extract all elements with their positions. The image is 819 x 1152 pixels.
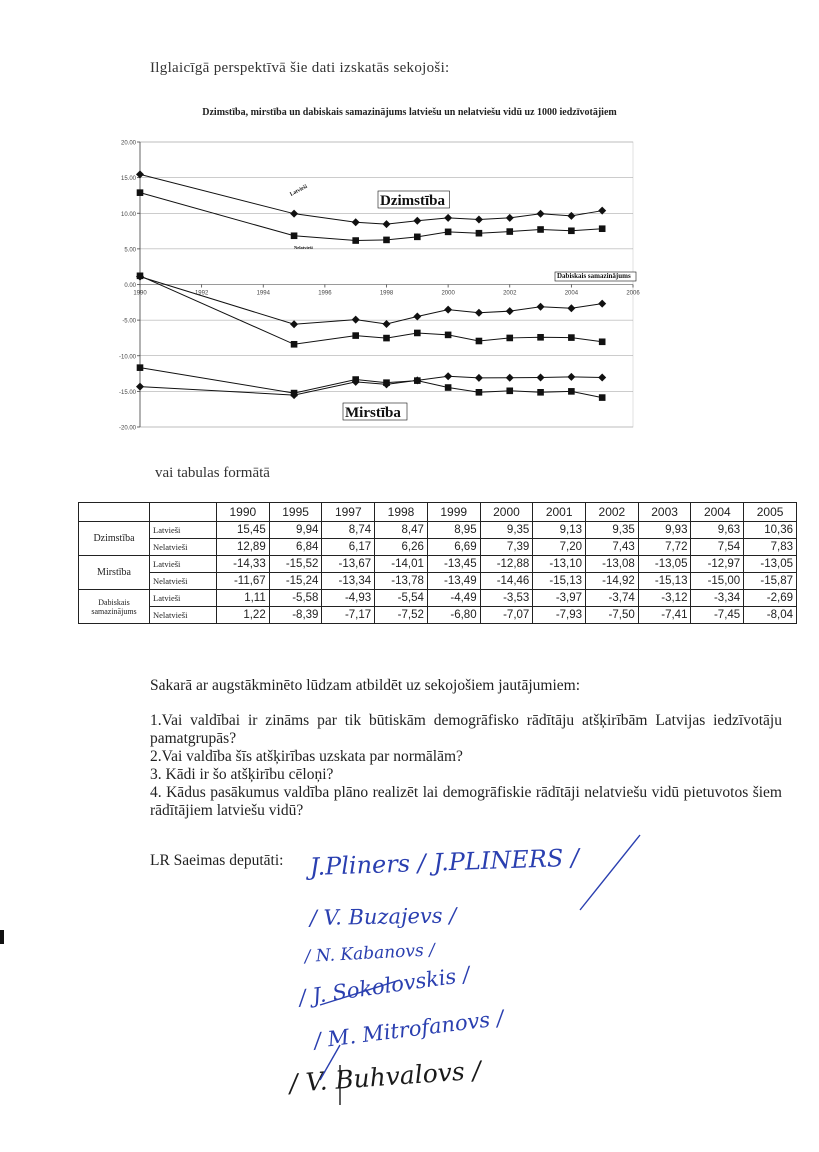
- table-cell: 9,93: [638, 522, 691, 539]
- table-cell: -4,93: [322, 590, 375, 607]
- data-point-diamond: [136, 383, 144, 391]
- signature-3: / N. Kabanovs /: [304, 940, 436, 967]
- annotation-natural-decrease: Dabiskais samazinājums: [557, 272, 631, 280]
- data-point-diamond: [567, 304, 575, 312]
- table-cell: -4,49: [427, 590, 480, 607]
- data-point-square: [291, 390, 298, 397]
- data-point-square: [383, 335, 390, 342]
- data-point-diamond: [444, 372, 452, 380]
- table-cell: -7,93: [533, 607, 586, 624]
- table-cell: -13,05: [744, 556, 797, 573]
- y-tick-label: -10.00: [118, 354, 136, 361]
- table-year-header: 2001: [533, 503, 586, 522]
- data-point-diamond: [475, 374, 483, 382]
- x-tick-label: 1998: [379, 290, 394, 297]
- data-point-diamond: [475, 309, 483, 317]
- table-cell: -14,01: [375, 556, 428, 573]
- data-point-square: [445, 332, 452, 339]
- data-point-square: [599, 225, 606, 232]
- table-cell: 8,47: [375, 522, 428, 539]
- deputies-label: LR Saeimas deputāti:: [150, 852, 284, 869]
- data-point-diamond: [290, 320, 298, 328]
- table-header-row: [79, 503, 797, 522]
- table-cell: -14,33: [217, 556, 270, 573]
- table-cell: -3,74: [586, 590, 639, 607]
- data-point-square: [137, 364, 144, 371]
- data-point-square: [568, 227, 575, 234]
- table-group-label: Mirstība: [79, 556, 150, 590]
- table-cell: -13,08: [586, 556, 639, 573]
- table-row-label: Nelatvieši: [150, 573, 217, 590]
- data-point-square: [414, 330, 421, 337]
- table-cell: -15,13: [533, 573, 586, 590]
- data-point-square: [568, 388, 575, 395]
- data-point-square: [537, 226, 544, 233]
- data-point-square: [352, 376, 359, 383]
- x-tick-label: 2002: [503, 290, 517, 297]
- data-point-diamond: [475, 215, 483, 223]
- table-cell: 9,94: [269, 522, 322, 539]
- x-tick-label: 1992: [194, 290, 209, 297]
- data-point-diamond: [352, 218, 360, 226]
- table-group-label: Dzimstība: [79, 522, 150, 556]
- signature-2: / V. Buzajevs /: [309, 903, 457, 930]
- table-year-header: 1999: [427, 503, 480, 522]
- data-point-square: [291, 232, 298, 239]
- table-row-label: Nelatvieši: [150, 607, 217, 624]
- table-cell: -14,92: [586, 573, 639, 590]
- data-point-square: [506, 335, 513, 342]
- data-point-square: [476, 338, 483, 345]
- table-cell: 6,17: [322, 539, 375, 556]
- table-cell: 7,54: [691, 539, 744, 556]
- table-year-header: 2004: [691, 503, 744, 522]
- series-line-birth: [140, 193, 602, 241]
- data-point-diamond: [598, 300, 606, 308]
- data-point-square: [352, 237, 359, 244]
- table-cell: -13,10: [533, 556, 586, 573]
- data-point-diamond: [290, 210, 298, 218]
- table-cell: -6,80: [427, 607, 480, 624]
- data-point-square: [476, 230, 483, 237]
- table-cell: -7,17: [322, 607, 375, 624]
- table-cell: -14,46: [480, 573, 533, 590]
- data-point-square: [414, 234, 421, 241]
- table-year-header: 1998: [375, 503, 428, 522]
- table-year-header: 2000: [480, 503, 533, 522]
- table-cell: 1,11: [217, 590, 270, 607]
- table-cell: -13,49: [427, 573, 480, 590]
- series-line-natural-decrease: [140, 276, 602, 344]
- table-group-label: Dabiskais samazinājums: [79, 590, 150, 624]
- table-cell: -13,05: [638, 556, 691, 573]
- table-cell: -13,34: [322, 573, 375, 590]
- data-point-diamond: [598, 373, 606, 381]
- data-point-square: [445, 229, 452, 236]
- table-cell: -12,97: [691, 556, 744, 573]
- question-item: 3. Kādi ir šo atšķirību cēloņi?: [150, 766, 334, 783]
- table-cell: -11,67: [217, 573, 270, 590]
- x-tick-label: 2006: [626, 290, 640, 297]
- table-cell: -15,24: [269, 573, 322, 590]
- table-cell: 12,89: [217, 539, 270, 556]
- x-tick-label: 2004: [564, 290, 579, 297]
- signature-1: J.Pliners / J.PLINERS /: [309, 843, 580, 881]
- data-point-diamond: [506, 307, 514, 315]
- table-cell: -13,67: [322, 556, 375, 573]
- table-year-header: 1997: [322, 503, 375, 522]
- table-cell: -7,45: [691, 607, 744, 624]
- table-cell: -8,04: [744, 607, 797, 624]
- question-item: 2.Vai valdība šīs atšķirības uzskata par normālām?: [150, 748, 463, 765]
- table-cell: -7,50: [586, 607, 639, 624]
- table-cell: 9,13: [533, 522, 586, 539]
- table-cell: 6,26: [375, 539, 428, 556]
- data-point-square: [137, 273, 144, 280]
- table-cell: 7,72: [638, 539, 691, 556]
- x-tick-label: 1996: [318, 290, 332, 297]
- series-line-birth: [140, 174, 602, 224]
- questions-intro: Sakarā ar augstākminēto lūdzam atbildēt uz sekojošiem jautājumiem:: [150, 677, 580, 694]
- table-cell: -3,53: [480, 590, 533, 607]
- y-tick-label: 5.00: [124, 247, 136, 254]
- table-row-label: Nelatvieši: [150, 539, 217, 556]
- data-point-diamond: [506, 374, 514, 382]
- data-point-square: [568, 334, 575, 341]
- table-cell: 9,63: [691, 522, 744, 539]
- data-point-square: [352, 332, 359, 339]
- data-point-diamond: [537, 373, 545, 381]
- signature-5: / M. Mitrofanovs /: [312, 1005, 505, 1053]
- data-point-diamond: [444, 214, 452, 222]
- table-intro-text: vai tabulas formātā: [155, 465, 270, 481]
- y-tick-label: 20.00: [120, 140, 136, 147]
- annotation-birth: Dzimstība: [380, 193, 445, 209]
- data-point-square: [599, 338, 606, 345]
- table-cell: 9,35: [586, 522, 639, 539]
- data-point-diamond: [537, 303, 545, 311]
- table-cell: 7,39: [480, 539, 533, 556]
- table-corner-cell: [150, 503, 217, 522]
- data-point-square: [599, 394, 606, 401]
- data-point-square: [414, 377, 421, 384]
- table-cell: 10,36: [744, 522, 797, 539]
- series-line-natural-decrease: [140, 277, 602, 325]
- data-point-square: [506, 228, 513, 235]
- table-cell: -15,52: [269, 556, 322, 573]
- intro-text: Ilglaicīgā perspektīvā šie dati izskatās sekojoši:: [150, 60, 450, 76]
- table-cell: -15,00: [691, 573, 744, 590]
- x-tick-label: 2000: [441, 290, 455, 297]
- table-cell: 8,74: [322, 522, 375, 539]
- table-cell: -12,88: [480, 556, 533, 573]
- data-point-square: [445, 384, 452, 391]
- data-point-diamond: [136, 170, 144, 178]
- data-point-square: [383, 237, 390, 244]
- data-point-square: [476, 389, 483, 396]
- questions-list: [150, 712, 782, 820]
- table-year-header: 2002: [586, 503, 639, 522]
- annotation-death: Mirstība: [345, 405, 401, 421]
- x-tick-label: 1994: [256, 290, 270, 297]
- table-cell: -15,13: [638, 573, 691, 590]
- table-cell: -7,07: [480, 607, 533, 624]
- table-cell: 6,84: [269, 539, 322, 556]
- table-year-header: 2003: [638, 503, 691, 522]
- data-point-diamond: [567, 373, 575, 381]
- table-cell: 7,20: [533, 539, 586, 556]
- y-tick-label: -15.00: [118, 389, 136, 396]
- table-cell: -13,78: [375, 573, 428, 590]
- y-tick-label: -5.00: [122, 318, 136, 325]
- table-row: [79, 556, 797, 573]
- data-point-square: [383, 379, 390, 386]
- demographics-line-chart: [105, 130, 665, 438]
- data-point-square: [537, 389, 544, 396]
- y-tick-label: 10.00: [120, 211, 136, 218]
- data-point-diamond: [383, 320, 391, 328]
- table-cell: -7,52: [375, 607, 428, 624]
- table-cell: 9,35: [480, 522, 533, 539]
- table-row: [79, 590, 797, 607]
- table-cell: -15,87: [744, 573, 797, 590]
- table-row-label: Latvieši: [150, 522, 217, 539]
- table-cell: 6,69: [427, 539, 480, 556]
- data-point-diamond: [352, 316, 360, 324]
- annotation-latvians: Latvieši: [289, 183, 309, 198]
- table-cell: -5,54: [375, 590, 428, 607]
- table-row: [79, 522, 797, 539]
- table-cell: -5,58: [269, 590, 322, 607]
- table-row: [79, 573, 797, 590]
- table-cell: -3,12: [638, 590, 691, 607]
- data-point-square: [537, 334, 544, 341]
- table-cell: -7,41: [638, 607, 691, 624]
- data-point-diamond: [506, 214, 514, 222]
- data-point-diamond: [444, 306, 452, 314]
- demographics-table: [78, 502, 797, 624]
- table-year-header: 1995: [269, 503, 322, 522]
- table-cell: -8,39: [269, 607, 322, 624]
- table-cell: -2,69: [744, 590, 797, 607]
- signature-6: / V. Buhvalovs /: [288, 1055, 482, 1098]
- data-point-square: [506, 388, 513, 395]
- table-corner-cell: [79, 503, 150, 522]
- y-tick-label: 15.00: [120, 176, 136, 183]
- y-tick-label: -20.00: [118, 425, 136, 432]
- data-point-square: [291, 341, 298, 348]
- table-cell: 7,43: [586, 539, 639, 556]
- data-point-diamond: [413, 217, 421, 225]
- table-row-label: Latvieši: [150, 590, 217, 607]
- data-point-square: [137, 189, 144, 196]
- table-cell: -3,34: [691, 590, 744, 607]
- signature-pen-stroke: [580, 835, 640, 910]
- signature-4: / J. Sokolovskis /: [297, 962, 472, 1010]
- table-cell: 1,22: [217, 607, 270, 624]
- chart-title: Dzimstība, mirstība un dabiskais samazinājums latviešu un nelatviešu vidū uz 1000 iedzīvotājiem: [202, 107, 617, 118]
- x-tick-label: 1990: [133, 290, 147, 297]
- table-cell: 8,95: [427, 522, 480, 539]
- handwritten-signatures: [280, 830, 660, 1110]
- data-point-diamond: [383, 220, 391, 228]
- table-year-header: 2005: [744, 503, 797, 522]
- question-item: 4. Kādus pasākumus valdība plāno realizēt lai demogrāfiskie rādītāji nelatviešu vidū pietuvotos šiem rādītājiem latviešu vidū?: [150, 784, 782, 819]
- table-year-header: 1990: [217, 503, 270, 522]
- table-cell: -13,45: [427, 556, 480, 573]
- table-row-label: Latvieši: [150, 556, 217, 573]
- annotation-non-latvians: Nelatvieši: [294, 245, 313, 250]
- table-cell: -3,97: [533, 590, 586, 607]
- table-row: [79, 607, 797, 624]
- scan-edge-mark: [0, 930, 4, 944]
- table-cell: 7,83: [744, 539, 797, 556]
- data-point-diamond: [413, 312, 421, 320]
- table-cell: 15,45: [217, 522, 270, 539]
- data-point-diamond: [537, 210, 545, 218]
- question-item: 1.Vai valdībai ir zināms par tik būtiskām demogrāfisko rādītāju atšķirībām Latvijas iedzīvotāju pamatgrupās?: [150, 712, 782, 747]
- y-tick-label: 0.00: [124, 283, 136, 289]
- table-row: [79, 539, 797, 556]
